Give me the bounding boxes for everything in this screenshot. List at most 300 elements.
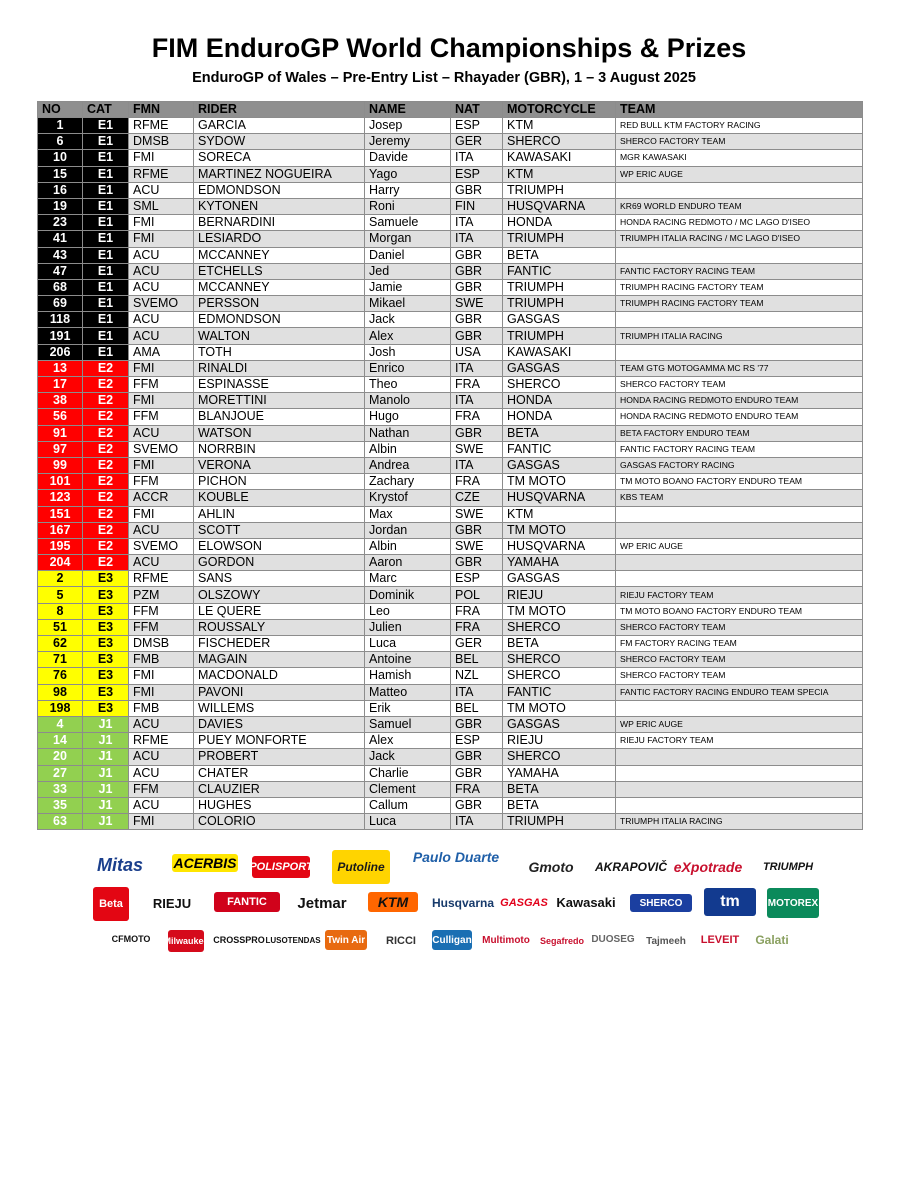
- cell-no: 51: [38, 619, 83, 635]
- cell-name: Luca: [365, 636, 451, 652]
- cell-no: 1: [38, 118, 83, 134]
- cell-rider: MAGAIN: [194, 652, 365, 668]
- table-row: [38, 652, 863, 668]
- cell-name: Zachary: [365, 474, 451, 490]
- cell-fmn: FFM: [129, 474, 194, 490]
- table-row: [38, 814, 863, 830]
- cell-cat: E2: [83, 425, 129, 441]
- cell-fmn: ACU: [129, 797, 194, 813]
- cell-name: Nathan: [365, 425, 451, 441]
- cell-cat: E1: [83, 118, 129, 134]
- cell-name: Callum: [365, 797, 451, 813]
- cell-name: Antoine: [365, 652, 451, 668]
- table-row: [38, 393, 863, 409]
- cell-rider: TOTH: [194, 344, 365, 360]
- cell-fmn: ACU: [129, 247, 194, 263]
- cell-no: 43: [38, 247, 83, 263]
- cell-fmn: ACU: [129, 312, 194, 328]
- table-row: [38, 231, 863, 247]
- logo-rieju: RIEJU: [152, 895, 192, 911]
- page-title: FIM EnduroGP World Championships & Prizes: [151, 33, 747, 63]
- logo-gasgas: GASGAS: [500, 897, 548, 909]
- cell-team: SHERCO FACTORY TEAM: [616, 652, 863, 668]
- cell-fmn: FFM: [129, 781, 194, 797]
- cell-rider: PROBERT: [194, 749, 365, 765]
- cell-cat: E1: [83, 328, 129, 344]
- cell-moto: BETA: [503, 425, 616, 441]
- table-row: [38, 603, 863, 619]
- cell-rider: ETCHELLS: [194, 263, 365, 279]
- cell-nat: SWE: [451, 441, 503, 457]
- cell-nat: GBR: [451, 279, 503, 295]
- cell-cat: E1: [83, 279, 129, 295]
- cell-fmn: FMI: [129, 457, 194, 473]
- cell-team: [616, 571, 863, 587]
- cell-team: RED BULL KTM FACTORY RACING: [616, 118, 863, 134]
- cell-rider: NORRBIN: [194, 441, 365, 457]
- cell-fmn: FMI: [129, 231, 194, 247]
- cell-moto: GASGAS: [503, 312, 616, 328]
- cell-moto: KTM: [503, 166, 616, 182]
- cell-no: 123: [38, 490, 83, 506]
- cell-name: Roni: [365, 198, 451, 214]
- cell-no: 4: [38, 716, 83, 732]
- cell-team: [616, 749, 863, 765]
- cell-name: Mikael: [365, 296, 451, 312]
- logo-ricci: RICCI: [386, 935, 416, 947]
- cell-team: TRIUMPH RACING FACTORY TEAM: [616, 296, 863, 312]
- cell-no: 10: [38, 150, 83, 166]
- cell-cat: J1: [83, 749, 129, 765]
- cell-no: 76: [38, 668, 83, 684]
- cell-rider: SCOTT: [194, 522, 365, 538]
- cell-cat: E2: [83, 538, 129, 554]
- cell-moto: HONDA: [503, 409, 616, 425]
- cell-no: 47: [38, 263, 83, 279]
- pre-entry-table: [37, 101, 863, 830]
- logo-paulo_duarte: Paulo Duarte: [412, 849, 500, 865]
- column-header-fmn: FMN: [129, 102, 194, 118]
- logo-multimoto: Multimoto: [482, 934, 530, 946]
- cell-no: 151: [38, 506, 83, 522]
- cell-fmn: RFME: [129, 733, 194, 749]
- cell-team: TRIUMPH RACING FACTORY TEAM: [616, 279, 863, 295]
- logo-triumph: TRIUMPH: [762, 861, 814, 873]
- cell-no: 97: [38, 441, 83, 457]
- cell-cat: E2: [83, 441, 129, 457]
- cell-cat: E3: [83, 571, 129, 587]
- cell-no: 2: [38, 571, 83, 587]
- cell-team: FANTIC FACTORY RACING TEAM: [616, 441, 863, 457]
- cell-cat: E1: [83, 215, 129, 231]
- table-row: [38, 490, 863, 506]
- cell-team: HONDA RACING REDMOTO ENDURO TEAM: [616, 409, 863, 425]
- cell-moto: YAMAHA: [503, 555, 616, 571]
- cell-rider: MACDONALD: [194, 668, 365, 684]
- cell-cat: E1: [83, 182, 129, 198]
- cell-rider: KYTONEN: [194, 198, 365, 214]
- cell-fmn: ACU: [129, 328, 194, 344]
- cell-cat: E2: [83, 393, 129, 409]
- table-header-row: [38, 102, 863, 118]
- cell-moto: SHERCO: [503, 668, 616, 684]
- cell-moto: TM MOTO: [503, 474, 616, 490]
- cell-moto: TRIUMPH: [503, 814, 616, 830]
- table-row: [38, 684, 863, 700]
- cell-cat: J1: [83, 781, 129, 797]
- cell-name: Davide: [365, 150, 451, 166]
- cell-name: Krystof: [365, 490, 451, 506]
- cell-cat: E1: [83, 344, 129, 360]
- table-row: [38, 198, 863, 214]
- table-row: [38, 296, 863, 312]
- cell-fmn: FMI: [129, 506, 194, 522]
- cell-moto: HUSQVARNA: [503, 538, 616, 554]
- cell-rider: PICHON: [194, 474, 365, 490]
- cell-rider: ROUSSALY: [194, 619, 365, 635]
- cell-no: 23: [38, 215, 83, 231]
- cell-moto: BETA: [503, 797, 616, 813]
- cell-nat: FRA: [451, 474, 503, 490]
- cell-nat: GBR: [451, 797, 503, 813]
- cell-nat: GBR: [451, 716, 503, 732]
- cell-nat: GBR: [451, 182, 503, 198]
- cell-nat: ITA: [451, 393, 503, 409]
- cell-no: 167: [38, 522, 83, 538]
- cell-moto: BETA: [503, 247, 616, 263]
- cell-nat: ITA: [451, 150, 503, 166]
- cell-name: Jordan: [365, 522, 451, 538]
- table-row: [38, 636, 863, 652]
- cell-rider: WALTON: [194, 328, 365, 344]
- cell-no: 35: [38, 797, 83, 813]
- logo-akrapovic: AKRAPOVIČ: [595, 860, 668, 874]
- cell-fmn: FFM: [129, 377, 194, 393]
- cell-fmn: DMSB: [129, 636, 194, 652]
- cell-no: 63: [38, 814, 83, 830]
- cell-moto: TM MOTO: [503, 603, 616, 619]
- table-row: [38, 263, 863, 279]
- cell-cat: J1: [83, 733, 129, 749]
- logo-cfmoto: CFMOTO: [111, 934, 151, 944]
- cell-moto: FANTIC: [503, 263, 616, 279]
- table-row: [38, 506, 863, 522]
- cell-no: 16: [38, 182, 83, 198]
- cell-nat: BEL: [451, 700, 503, 716]
- cell-moto: GASGAS: [503, 716, 616, 732]
- cell-no: 27: [38, 765, 83, 781]
- cell-no: 19: [38, 198, 83, 214]
- cell-moto: SHERCO: [503, 134, 616, 150]
- cell-no: 91: [38, 425, 83, 441]
- cell-nat: ESP: [451, 733, 503, 749]
- cell-rider: EDMONDSON: [194, 312, 365, 328]
- cell-nat: ITA: [451, 684, 503, 700]
- cell-nat: FRA: [451, 619, 503, 635]
- cell-name: Alex: [365, 328, 451, 344]
- cell-no: 15: [38, 166, 83, 182]
- cell-cat: E3: [83, 603, 129, 619]
- table-row: [38, 474, 863, 490]
- cell-cat: E1: [83, 247, 129, 263]
- cell-moto: GASGAS: [503, 571, 616, 587]
- table-row: [38, 781, 863, 797]
- cell-moto: GASGAS: [503, 457, 616, 473]
- logo-milwaukee: Milwaukee: [168, 930, 204, 952]
- cell-team: MGR KAWASAKI: [616, 150, 863, 166]
- cell-rider: BLANJOUE: [194, 409, 365, 425]
- cell-team: RIEJU FACTORY TEAM: [616, 733, 863, 749]
- logo-leveit: LEVEIT: [700, 934, 740, 946]
- cell-name: Marc: [365, 571, 451, 587]
- cell-fmn: FMI: [129, 360, 194, 376]
- cell-name: Albin: [365, 441, 451, 457]
- cell-name: Morgan: [365, 231, 451, 247]
- cell-no: 5: [38, 587, 83, 603]
- cell-cat: E1: [83, 312, 129, 328]
- logo-lusotendas: LUSOTENDAS: [265, 935, 321, 945]
- logo-kawasaki: Kawasaki: [556, 894, 616, 910]
- cell-rider: SYDOW: [194, 134, 365, 150]
- cell-nat: ITA: [451, 231, 503, 247]
- cell-cat: E1: [83, 296, 129, 312]
- cell-team: SHERCO FACTORY TEAM: [616, 668, 863, 684]
- cell-cat: J1: [83, 814, 129, 830]
- column-header-cat: CAT: [83, 102, 129, 118]
- cell-rider: COLORIO: [194, 814, 365, 830]
- cell-team: [616, 506, 863, 522]
- cell-no: 198: [38, 700, 83, 716]
- cell-nat: ITA: [451, 360, 503, 376]
- cell-nat: USA: [451, 344, 503, 360]
- cell-nat: FIN: [451, 198, 503, 214]
- cell-no: 69: [38, 296, 83, 312]
- table-row: [38, 312, 863, 328]
- cell-fmn: SVEMO: [129, 441, 194, 457]
- table-row: [38, 409, 863, 425]
- cell-nat: BEL: [451, 652, 503, 668]
- cell-fmn: ACU: [129, 182, 194, 198]
- cell-team: RIEJU FACTORY TEAM: [616, 587, 863, 603]
- cell-name: Samuel: [365, 716, 451, 732]
- cell-team: TRIUMPH ITALIA RACING: [616, 814, 863, 830]
- table-row: [38, 441, 863, 457]
- cell-moto: TRIUMPH: [503, 279, 616, 295]
- cell-no: 206: [38, 344, 83, 360]
- cell-moto: TRIUMPH: [503, 328, 616, 344]
- cell-cat: E3: [83, 636, 129, 652]
- cell-moto: BETA: [503, 781, 616, 797]
- cell-nat: SWE: [451, 506, 503, 522]
- cell-team: [616, 555, 863, 571]
- logo-motorex: MOTOREX: [767, 888, 819, 918]
- cell-moto: KAWASAKI: [503, 344, 616, 360]
- cell-cat: E2: [83, 360, 129, 376]
- logo-fantic: FANTIC: [214, 892, 280, 912]
- cell-no: 71: [38, 652, 83, 668]
- cell-fmn: ACU: [129, 555, 194, 571]
- sponsor-logos: [88, 842, 819, 954]
- cell-cat: J1: [83, 797, 129, 813]
- table-row: [38, 328, 863, 344]
- logo-tajmeeh: Tajmeeh: [646, 935, 686, 947]
- cell-name: Andrea: [365, 457, 451, 473]
- cell-moto: TRIUMPH: [503, 231, 616, 247]
- cell-cat: E1: [83, 166, 129, 182]
- cell-rider: OLSZOWY: [194, 587, 365, 603]
- cell-rider: SANS: [194, 571, 365, 587]
- cell-name: Josh: [365, 344, 451, 360]
- cell-rider: PUEY MONFORTE: [194, 733, 365, 749]
- cell-moto: GASGAS: [503, 360, 616, 376]
- cell-fmn: FMI: [129, 814, 194, 830]
- cell-moto: KTM: [503, 506, 616, 522]
- logo-husqvarna: Husqvarna: [431, 896, 495, 910]
- cell-rider: WILLEMS: [194, 700, 365, 716]
- cell-name: Hamish: [365, 668, 451, 684]
- cell-nat: GBR: [451, 555, 503, 571]
- cell-moto: SHERCO: [503, 377, 616, 393]
- cell-fmn: ACCR: [129, 490, 194, 506]
- logo-culligan: Culligan: [432, 930, 472, 950]
- cell-fmn: FFM: [129, 409, 194, 425]
- table-row: [38, 700, 863, 716]
- cell-rider: WATSON: [194, 425, 365, 441]
- column-header-rider: RIDER: [194, 102, 365, 118]
- cell-no: 98: [38, 684, 83, 700]
- cell-no: 191: [38, 328, 83, 344]
- cell-name: Jack: [365, 749, 451, 765]
- table-row: [38, 150, 863, 166]
- cell-fmn: FMI: [129, 393, 194, 409]
- logo-twinair: Twin Air: [325, 930, 367, 950]
- cell-rider: ELOWSON: [194, 538, 365, 554]
- cell-team: BETA FACTORY ENDURO TEAM: [616, 425, 863, 441]
- cell-fmn: ACU: [129, 279, 194, 295]
- cell-no: 195: [38, 538, 83, 554]
- cell-name: Clement: [365, 781, 451, 797]
- cell-team: TRIUMPH ITALIA RACING: [616, 328, 863, 344]
- cell-nat: ITA: [451, 814, 503, 830]
- table-row: [38, 668, 863, 684]
- cell-fmn: SVEMO: [129, 296, 194, 312]
- cell-cat: E3: [83, 700, 129, 716]
- cell-nat: GBR: [451, 749, 503, 765]
- logo-galati: Galati: [755, 933, 789, 947]
- table-row: [38, 716, 863, 732]
- cell-cat: E2: [83, 506, 129, 522]
- cell-fmn: PZM: [129, 587, 194, 603]
- cell-fmn: FMI: [129, 150, 194, 166]
- cell-rider: RINALDI: [194, 360, 365, 376]
- cell-cat: E3: [83, 619, 129, 635]
- cell-name: Manolo: [365, 393, 451, 409]
- cell-no: 8: [38, 603, 83, 619]
- cell-moto: HONDA: [503, 393, 616, 409]
- cell-nat: FRA: [451, 603, 503, 619]
- table-row: [38, 555, 863, 571]
- cell-team: HONDA RACING REDMOTO ENDURO TEAM: [616, 393, 863, 409]
- cell-team: KBS TEAM: [616, 490, 863, 506]
- table-row: [38, 619, 863, 635]
- cell-cat: E3: [83, 652, 129, 668]
- cell-name: Jamie: [365, 279, 451, 295]
- cell-name: Hugo: [365, 409, 451, 425]
- cell-nat: POL: [451, 587, 503, 603]
- cell-moto: RIEJU: [503, 587, 616, 603]
- table-row: [38, 425, 863, 441]
- cell-team: SHERCO FACTORY TEAM: [616, 134, 863, 150]
- cell-no: 99: [38, 457, 83, 473]
- table-row: [38, 166, 863, 182]
- logo-tm: tm: [704, 888, 756, 916]
- cell-fmn: ACU: [129, 263, 194, 279]
- cell-fmn: FMI: [129, 684, 194, 700]
- table-row: [38, 733, 863, 749]
- cell-fmn: FMI: [129, 668, 194, 684]
- table-row: [38, 279, 863, 295]
- cell-name: Charlie: [365, 765, 451, 781]
- cell-fmn: RFME: [129, 571, 194, 587]
- cell-no: 33: [38, 781, 83, 797]
- cell-nat: GBR: [451, 312, 503, 328]
- cell-rider: MORETTINI: [194, 393, 365, 409]
- cell-moto: RIEJU: [503, 733, 616, 749]
- cell-moto: SHERCO: [503, 652, 616, 668]
- cell-name: Enrico: [365, 360, 451, 376]
- cell-rider: KOUBLE: [194, 490, 365, 506]
- cell-no: 204: [38, 555, 83, 571]
- cell-moto: BETA: [503, 636, 616, 652]
- table-row: [38, 797, 863, 813]
- cell-nat: GBR: [451, 328, 503, 344]
- cell-team: [616, 182, 863, 198]
- logo-putoline: Putoline: [332, 850, 390, 884]
- logo-polisport: POLISPORT: [252, 856, 310, 878]
- cell-moto: SHERCO: [503, 749, 616, 765]
- column-header-nat: NAT: [451, 102, 503, 118]
- cell-team: SHERCO FACTORY TEAM: [616, 619, 863, 635]
- cell-rider: MARTINEZ NOGUEIRA: [194, 166, 365, 182]
- cell-fmn: RFME: [129, 166, 194, 182]
- cell-rider: VERONA: [194, 457, 365, 473]
- cell-moto: KTM: [503, 118, 616, 134]
- cell-fmn: RFME: [129, 118, 194, 134]
- cell-name: Jeremy: [365, 134, 451, 150]
- cell-nat: ESP: [451, 166, 503, 182]
- cell-fmn: FFM: [129, 619, 194, 635]
- cell-no: 13: [38, 360, 83, 376]
- column-header-name: NAME: [365, 102, 451, 118]
- cell-cat: J1: [83, 716, 129, 732]
- cell-rider: BERNARDINI: [194, 215, 365, 231]
- cell-name: Julien: [365, 619, 451, 635]
- cell-name: Leo: [365, 603, 451, 619]
- cell-cat: E1: [83, 150, 129, 166]
- cell-team: [616, 765, 863, 781]
- table-row: [38, 182, 863, 198]
- cell-team: [616, 797, 863, 813]
- table-row: [38, 765, 863, 781]
- cell-fmn: FMB: [129, 700, 194, 716]
- cell-name: Yago: [365, 166, 451, 182]
- cell-name: Albin: [365, 538, 451, 554]
- cell-rider: MCCANNEY: [194, 279, 365, 295]
- cell-fmn: ACU: [129, 765, 194, 781]
- cell-rider: LESIARDO: [194, 231, 365, 247]
- cell-name: Aaron: [365, 555, 451, 571]
- cell-fmn: ACU: [129, 749, 194, 765]
